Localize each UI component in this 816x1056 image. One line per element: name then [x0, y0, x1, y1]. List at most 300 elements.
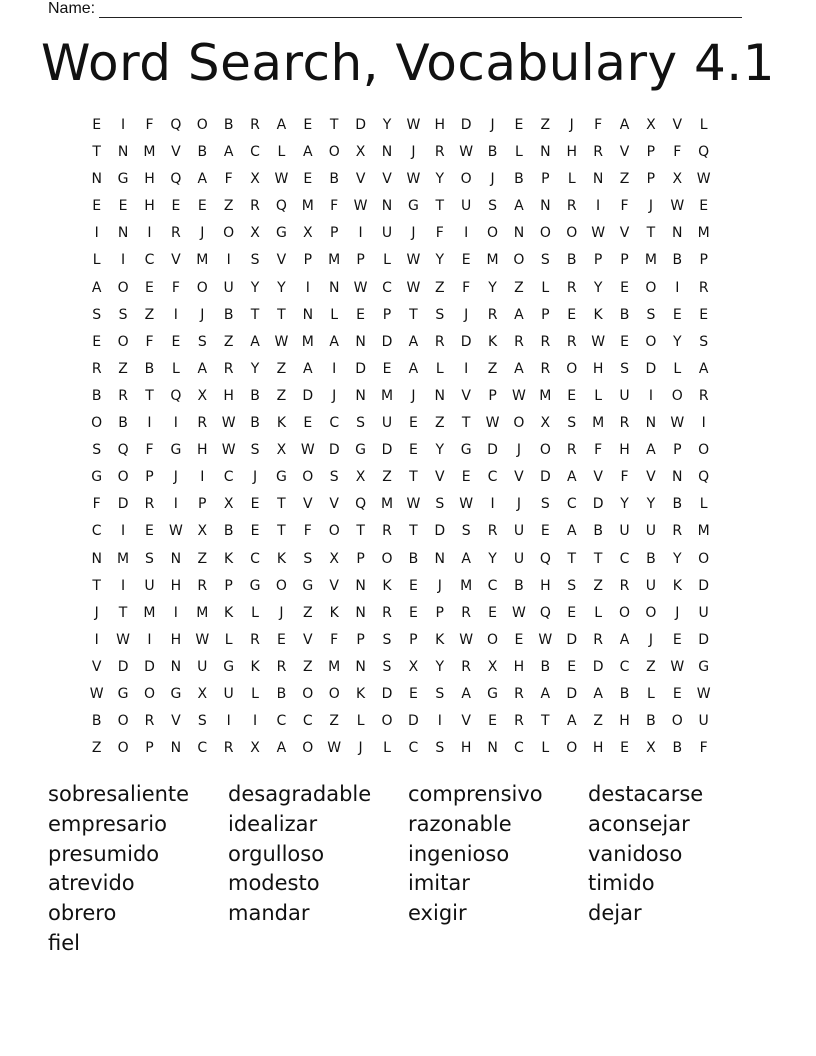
grid-letter: W	[406, 171, 422, 188]
grid-letter: E	[488, 713, 498, 730]
grid-letter: R	[672, 523, 684, 540]
grid-letter: H	[592, 360, 605, 377]
grid-letter: R	[118, 387, 129, 404]
grid-letter: S	[197, 333, 208, 350]
grid-letter: E	[408, 685, 419, 702]
grid-letter: H	[460, 740, 473, 757]
grid-letter: E	[303, 117, 314, 133]
grid-letter: R	[223, 360, 235, 377]
grid-letter: W	[221, 415, 237, 432]
grid-letter: A	[408, 333, 420, 350]
grid-letter: D	[698, 631, 711, 648]
grid-letter: D	[355, 117, 367, 133]
grid-letter: R	[487, 523, 499, 540]
grid-letter: B	[672, 740, 684, 757]
grid-letter: Z	[303, 604, 314, 621]
grid-letter: D	[144, 658, 156, 675]
grid-row	[84, 166, 744, 193]
grid-letter: A	[566, 523, 578, 540]
grid-letter: I	[305, 279, 311, 296]
grid-letter: Z	[197, 550, 209, 567]
grid-letter: W	[696, 171, 712, 188]
grid-letter: E	[620, 740, 630, 757]
grid-letter: L	[251, 685, 260, 702]
grid-letter: I	[490, 496, 496, 513]
grid-letter: E	[672, 631, 683, 648]
grid-letter: J	[411, 225, 417, 242]
grid-letter: F	[620, 469, 630, 486]
grid-letter: R	[434, 333, 446, 350]
grid-letter: O	[645, 333, 658, 350]
grid-letter: M	[143, 144, 157, 161]
grid-letter: O	[487, 631, 500, 648]
grid-letter: B	[646, 550, 657, 567]
grid-letter: X	[250, 225, 261, 242]
grid-letter: K	[435, 631, 446, 648]
grid-letter: E	[461, 469, 472, 486]
word-bank-item: razonable	[408, 811, 512, 836]
grid-letter: A	[223, 144, 235, 161]
grid-letter: A	[408, 360, 420, 377]
grid-row	[84, 708, 744, 735]
grid-letter: S	[461, 523, 472, 540]
grid-letter: H	[540, 577, 552, 594]
grid-letter: W	[406, 279, 422, 296]
grid-letter: G	[117, 685, 130, 702]
grid-letter: E	[171, 198, 182, 215]
word-bank-item: modesto	[228, 871, 320, 896]
word-bank-item: obrero	[48, 901, 117, 926]
grid-letter: S	[356, 415, 367, 432]
grid-letter: B	[144, 360, 156, 377]
grid-letter: W	[406, 496, 422, 513]
grid-letter: L	[277, 144, 287, 161]
grid-letter: N	[540, 144, 552, 161]
grid-letter: A	[514, 306, 525, 323]
grid-letter: R	[144, 713, 156, 730]
word-bank-item: ingenioso	[408, 841, 510, 866]
grid-letter: Y	[673, 550, 683, 567]
grid-letter: S	[435, 685, 446, 702]
grid-letter: E	[567, 306, 578, 323]
grid-letter: L	[541, 279, 551, 296]
grid-letter: L	[515, 144, 524, 161]
grid-letter: N	[355, 658, 367, 675]
grid-letter: V	[329, 496, 340, 513]
grid-letter: J	[411, 387, 417, 404]
grid-letter: T	[145, 387, 155, 404]
grid-letter: K	[276, 415, 288, 432]
grid-letter: N	[355, 577, 367, 594]
grid-letter: E	[118, 198, 129, 215]
grid-row	[84, 600, 744, 627]
grid-row	[84, 627, 744, 654]
grid-letter: E	[303, 415, 314, 432]
grid-letter: R	[487, 306, 499, 323]
grid-letter: E	[620, 333, 630, 350]
grid-letter: C	[487, 469, 499, 486]
word-bank-item: dejar	[588, 901, 642, 926]
grid-letter: C	[250, 550, 261, 567]
grid-letter: E	[92, 333, 103, 350]
grid-letter: D	[645, 360, 658, 377]
grid-letter: G	[249, 577, 262, 594]
grid-letter: N	[381, 198, 394, 215]
grid-letter: J	[252, 469, 259, 486]
grid-letter: J	[464, 306, 470, 323]
grid-letter: R	[566, 333, 578, 350]
grid-letter: I	[173, 604, 179, 621]
grid-letter: R	[566, 198, 578, 215]
grid-letter: T	[435, 198, 446, 215]
grid-letter: W	[538, 631, 554, 648]
grid-letter: X	[276, 442, 288, 459]
grid-letter: Q	[698, 144, 711, 161]
grid-letter: O	[671, 387, 684, 404]
grid-letter: S	[92, 306, 103, 323]
grid-letter: N	[381, 144, 394, 161]
grid-letter: T	[541, 713, 551, 730]
grid-letter: N	[328, 279, 341, 296]
grid-letter: G	[487, 685, 499, 702]
grid-letter: R	[434, 144, 446, 161]
grid-letter: J	[332, 387, 338, 404]
grid-letter: F	[462, 279, 472, 296]
grid-letter: V	[461, 387, 472, 404]
grid-letter: J	[94, 604, 100, 621]
grid-letter: N	[302, 306, 315, 323]
grid-letter: S	[435, 496, 446, 513]
grid-letter: J	[675, 604, 681, 621]
grid-letter: A	[197, 171, 209, 188]
grid-letter: D	[302, 387, 315, 404]
grid-letter: A	[566, 713, 578, 730]
grid-letter: X	[197, 685, 209, 702]
grid-letter: N	[434, 550, 447, 567]
grid-letter: H	[170, 631, 183, 648]
grid-letter: S	[567, 577, 578, 594]
grid-letter: B	[514, 171, 525, 188]
grid-letter: A	[593, 685, 604, 702]
grid-letter: Q	[170, 171, 183, 188]
grid-letter: J	[437, 577, 443, 594]
grid-letter: Z	[303, 658, 314, 675]
grid-letter: V	[593, 469, 604, 486]
grid-letter: X	[646, 117, 657, 133]
grid-letter: T	[329, 117, 340, 133]
grid-letter: C	[382, 279, 393, 296]
word-bank-item: destacarse	[588, 782, 704, 806]
grid-letter: H	[566, 144, 578, 161]
grid-letter: Z	[91, 740, 103, 757]
grid-letter: A	[619, 117, 631, 133]
grid-letter: N	[117, 144, 130, 161]
grid-letter: C	[223, 469, 235, 486]
grid-letter: Z	[223, 333, 235, 350]
grid-letter: I	[121, 252, 127, 269]
grid-letter: J	[411, 144, 417, 161]
grid-letter: O	[275, 577, 288, 594]
letter-grid	[84, 112, 744, 762]
grid-letter: D	[381, 442, 394, 459]
grid-row	[84, 491, 744, 518]
grid-letter: V	[303, 631, 314, 648]
grid-letter: N	[513, 225, 526, 242]
grid-letter: P	[356, 252, 366, 269]
grid-letter: J	[358, 740, 364, 757]
word-bank-item: timido	[588, 871, 655, 896]
word-bank-item: sobresaliente	[48, 782, 190, 806]
grid-letter: O	[117, 469, 130, 486]
grid-letter: T	[118, 604, 129, 621]
grid-letter: U	[461, 198, 473, 215]
grid-letter: W	[195, 631, 211, 648]
grid-letter: R	[250, 117, 261, 133]
grid-letter: L	[699, 496, 709, 513]
grid-letter: B	[646, 713, 657, 730]
grid-letter: I	[173, 306, 179, 323]
grid-letter: R	[250, 631, 261, 648]
grid-letter: G	[117, 171, 130, 188]
grid-letter: P	[541, 306, 551, 323]
grid-letter: B	[566, 252, 578, 269]
grid-letter: X	[303, 225, 314, 242]
grid-letter: I	[701, 415, 707, 432]
grid-letter: R	[698, 279, 710, 296]
grid-letter: R	[566, 279, 578, 296]
grid-letter: G	[170, 442, 183, 459]
name-blank-line	[99, 3, 742, 18]
grid-letter: H	[619, 713, 631, 730]
grid-letter: D	[566, 631, 579, 648]
grid-letter: G	[698, 658, 711, 675]
grid-letter: F	[594, 442, 604, 459]
grid-letter: W	[116, 631, 131, 648]
word-bank-item: imitar	[408, 871, 470, 896]
grid-letter: M	[301, 333, 315, 350]
grid-letter: R	[461, 604, 473, 621]
grid-letter: M	[486, 252, 500, 269]
grid-letter: O	[487, 225, 500, 242]
grid-letter: M	[301, 198, 315, 215]
grid-letter: K	[487, 333, 499, 350]
grid-letter: E	[699, 198, 710, 215]
grid-letter: B	[223, 523, 235, 540]
grid-row	[84, 383, 744, 410]
grid-letter: C	[250, 144, 261, 161]
grid-letter: E	[699, 306, 710, 323]
grid-letter: W	[512, 604, 527, 621]
grid-letter: L	[567, 171, 577, 188]
grid-letter: W	[406, 252, 422, 269]
word-bank-item: exigir	[408, 901, 467, 926]
grid-letter: T	[646, 225, 657, 242]
grid-letter: G	[355, 442, 368, 459]
grid-letter: D	[328, 442, 341, 459]
grid-letter: H	[434, 117, 447, 133]
grid-letter: L	[330, 306, 340, 323]
grid-row	[84, 518, 744, 545]
grid-letter: I	[226, 713, 232, 730]
grid-letter: O	[117, 713, 130, 730]
grid-letter: A	[91, 279, 103, 296]
grid-letter: E	[567, 604, 578, 621]
grid-letter: O	[539, 225, 552, 242]
grid-letter: R	[144, 496, 156, 513]
word-bank-item: vanidoso	[588, 841, 683, 866]
grid-letter: V	[382, 171, 393, 188]
grid-letter: A	[276, 740, 288, 757]
grid-letter: E	[145, 523, 155, 540]
grid-letter: P	[198, 496, 208, 513]
grid-letter: F	[594, 117, 604, 133]
grid-letter: J	[200, 306, 206, 323]
grid-letter: O	[302, 685, 315, 702]
grid-letter: I	[596, 198, 602, 215]
grid-letter: G	[460, 442, 473, 459]
grid-letter: O	[513, 415, 526, 432]
grid-letter: C	[144, 252, 156, 269]
grid-letter: Z	[144, 306, 156, 323]
grid-letter: K	[382, 577, 393, 594]
grid-letter: P	[409, 631, 419, 648]
grid-letter: R	[276, 658, 288, 675]
grid-letter: C	[619, 550, 631, 567]
grid-letter: J	[279, 604, 285, 621]
grid-letter: E	[672, 685, 683, 702]
grid-letter: P	[620, 252, 630, 269]
grid-letter: G	[407, 198, 420, 215]
grid-letter: D	[566, 685, 579, 702]
grid-letter: Z	[434, 279, 446, 296]
grid-letter: U	[698, 713, 710, 730]
grid-letter: P	[224, 577, 234, 594]
grid-letter: L	[594, 604, 604, 621]
grid-letter: B	[540, 658, 552, 675]
grid-letter: N	[355, 387, 367, 404]
grid-letter: W	[591, 225, 607, 242]
grid-letter: H	[223, 387, 235, 404]
grid-letter: O	[566, 225, 579, 242]
grid-letter: O	[645, 279, 658, 296]
grid-letter: D	[487, 442, 499, 459]
grid-letter: I	[173, 415, 179, 432]
grid-row	[84, 139, 744, 166]
grid-letter: T	[567, 550, 577, 567]
grid-letter: W	[459, 631, 475, 648]
grid-letter: H	[144, 171, 156, 188]
grid-letter: V	[461, 713, 472, 730]
grid-letter: G	[276, 225, 288, 242]
grid-letter: P	[488, 387, 498, 404]
grid-letter: Z	[646, 658, 657, 675]
grid-letter: Y	[593, 279, 604, 296]
grid-letter: S	[145, 550, 155, 567]
grid-letter: H	[592, 740, 605, 757]
grid-letter: B	[91, 713, 103, 730]
grid-letter: J	[569, 117, 575, 133]
grid-letter: I	[121, 117, 127, 133]
grid-letter: Y	[435, 658, 446, 675]
grid-letter: C	[329, 415, 341, 432]
grid-letter: E	[145, 279, 155, 296]
grid-letter: A	[250, 333, 261, 350]
grid-letter: U	[144, 577, 156, 594]
grid-row	[84, 573, 744, 600]
grid-letter: J	[516, 442, 523, 459]
grid-letter: Y	[673, 333, 683, 350]
word-bank-item: comprensivo	[408, 782, 543, 806]
grid-letter: A	[303, 144, 314, 161]
grid-letter: U	[513, 550, 526, 567]
grid-letter: S	[435, 740, 446, 757]
grid-letter: E	[488, 604, 498, 621]
grid-letter: E	[514, 117, 525, 133]
grid-letter: D	[381, 685, 394, 702]
grid-letter: O	[117, 279, 130, 296]
grid-letter: C	[487, 577, 499, 594]
grid-letter: I	[226, 252, 232, 269]
grid-letter: D	[592, 658, 605, 675]
grid-letter: J	[200, 225, 206, 242]
grid-letter: O	[143, 685, 156, 702]
grid-letter: U	[513, 523, 526, 540]
grid-letter: N	[645, 415, 658, 432]
grid-letter: Z	[487, 360, 499, 377]
grid-letter: T	[593, 550, 604, 567]
grid-letter: O	[328, 523, 341, 540]
grid-letter: W	[406, 117, 422, 133]
grid-letter: V	[91, 658, 103, 675]
grid-letter: N	[170, 658, 183, 675]
grid-letter: I	[147, 225, 153, 242]
grid-letter: C	[197, 740, 209, 757]
word-bank-item: presumido	[48, 841, 160, 866]
grid-letter: A	[698, 360, 710, 377]
grid-letter: L	[224, 631, 234, 648]
grid-letter: U	[645, 523, 658, 540]
word-bank-item: aconsejar	[588, 811, 690, 836]
grid-letter: S	[488, 198, 498, 215]
grid-letter: O	[302, 740, 315, 757]
grid-letter: E	[567, 387, 578, 404]
grid-letter: P	[673, 442, 683, 459]
grid-letter: S	[382, 631, 393, 648]
grid-letter: U	[698, 604, 710, 621]
grid-letter: S	[92, 442, 103, 459]
grid-letter: A	[461, 550, 472, 567]
grid-letter: W	[696, 685, 712, 702]
grid-letter: F	[330, 198, 340, 215]
grid-letter: V	[619, 225, 631, 242]
grid-letter: U	[619, 387, 631, 404]
grid-letter: N	[170, 740, 183, 757]
grid-letter: S	[382, 658, 393, 675]
grid-letter: O	[566, 360, 579, 377]
grid-letter: R	[619, 415, 631, 432]
grid-letter: T	[356, 523, 366, 540]
grid-letter: Z	[329, 713, 340, 730]
grid-letter: K	[224, 604, 235, 621]
grid-letter: G	[223, 658, 236, 675]
grid-letter: Z	[118, 360, 129, 377]
grid-letter: M	[328, 658, 342, 675]
grid-letter: W	[274, 333, 290, 350]
grid-letter: A	[197, 360, 209, 377]
grid-letter: J	[490, 171, 496, 188]
grid-letter: N	[355, 604, 367, 621]
grid-letter: E	[356, 306, 367, 323]
